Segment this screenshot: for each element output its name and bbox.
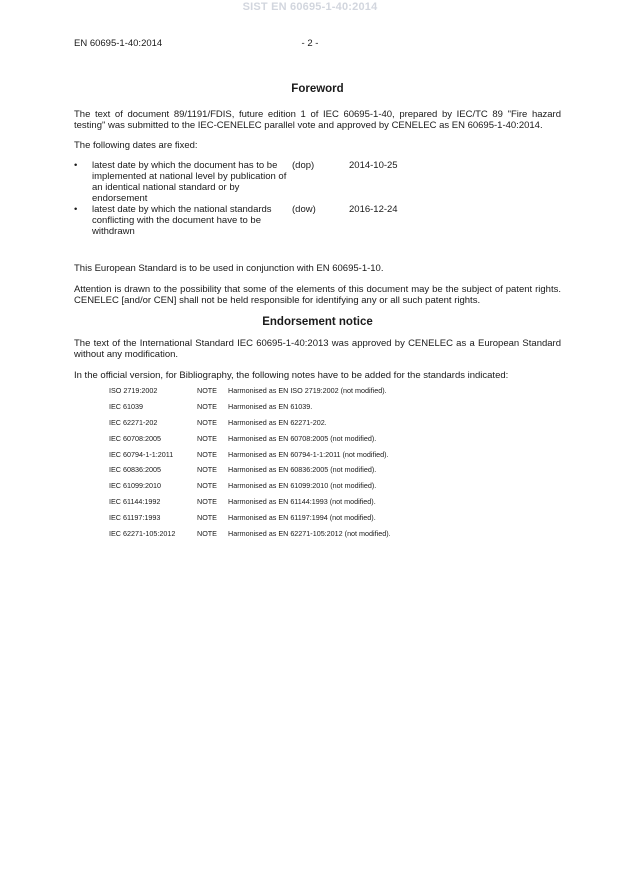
- note-text: Harmonised as EN ISO 2719:2002 (not modified).: [228, 386, 387, 395]
- bibliography-intro: In the official version, for Bibliography, the following notes have to be added for the standards indicated:: [74, 370, 509, 381]
- note-standard: IEC 60836:2005: [109, 465, 161, 475]
- note-label: NOTE: [197, 401, 217, 411]
- note-label: NOTE: [197, 529, 217, 539]
- note-text: Harmonised as EN 61039.: [228, 401, 313, 411]
- document-id: EN 60695-1-40:2014: [74, 38, 163, 49]
- bullet: •: [74, 204, 78, 215]
- dates-intro: The following dates are fixed:: [74, 140, 198, 151]
- conjunction-text: This European Standard is to be used in conjunction with EN 60695-1-10.: [74, 263, 384, 274]
- date-value: 2014-10-25: [349, 160, 398, 171]
- note-row: [109, 449, 561, 465]
- date-description: latest date by which the document has to be implemented at national level by publication of an identical national standard or by endorsement: [92, 160, 287, 204]
- page-number: - 2 -: [301, 38, 319, 49]
- note-label: NOTE: [197, 465, 217, 475]
- note-text: Harmonised as EN 60836:2005 (not modified).: [228, 465, 377, 475]
- note-label: NOTE: [197, 481, 217, 491]
- note-row: [109, 433, 561, 449]
- note-text: Harmonised as EN 61144:1993 (not modified).: [228, 497, 376, 507]
- watermark: SIST EN 60695-1-40:2014: [242, 1, 378, 13]
- note-row: [109, 464, 561, 480]
- foreword-intro: The text of document 89/1191/FDIS, future edition 1 of IEC 60695-1-40, prepared by IEC/TC 89 "Fire hazard testing" was submitted to the IEC-CENELEC parallel vote and approved by CENELEC as EN 60695-1-40:2014.: [74, 109, 561, 131]
- note-label: NOTE: [197, 449, 217, 459]
- note-text: Harmonised as EN 61099:2010 (not modified).: [228, 481, 377, 491]
- endorsement-text: The text of the International Standard IEC 60695-1-40:2013 was approved by CENELEC as a European Standard without any modification.: [74, 338, 561, 360]
- note-standard: IEC 62271-105:2012: [109, 529, 176, 539]
- dates-list: [74, 160, 561, 237]
- note-standard: IEC 61144:1992: [109, 497, 161, 507]
- note-row: [109, 417, 561, 433]
- bullet: •: [74, 160, 78, 171]
- note-text: Harmonised as EN 62271-105:2012 (not modified).: [228, 529, 391, 539]
- note-row: [109, 528, 561, 544]
- bibliography-notes: [109, 385, 561, 544]
- note-label: NOTE: [197, 497, 217, 507]
- note-text: Harmonised as EN 60794-1-1:2011 (not modified).: [228, 449, 389, 459]
- note-label: NOTE: [197, 417, 217, 427]
- note-text: Harmonised as EN 62271-202.: [228, 417, 327, 427]
- note-label: NOTE: [197, 513, 217, 523]
- patent-notice: Attention is drawn to the possibility that some of the elements of this document may be the subject of patent rights. CENELEC [and/or CEN] shall not be held responsible for identifying any or all such patent rights.: [74, 284, 561, 306]
- note-text: Harmonised as EN 61197:1994 (not modified).: [228, 513, 376, 523]
- note-row: [109, 480, 561, 496]
- note-standard: IEC 60708:2005: [109, 433, 161, 443]
- endorsement-title: Endorsement notice: [262, 316, 373, 328]
- date-value: 2016-12-24: [349, 204, 398, 215]
- date-code: (dop): [292, 160, 315, 171]
- note-text: Harmonised as EN 60708:2005 (not modified).: [228, 433, 377, 443]
- note-label: NOTE: [197, 386, 217, 395]
- note-standard: IEC 61039: [109, 401, 143, 411]
- note-row: [109, 385, 561, 401]
- note-standard: ISO 2719:2002: [109, 386, 158, 395]
- note-standard: IEC 61197:1993: [109, 513, 161, 523]
- note-row: [109, 496, 561, 512]
- date-description: latest date by which the national standards conflicting with the document have to be withdrawn: [92, 204, 272, 237]
- note-standard: IEC 61099:2010: [109, 481, 161, 491]
- date-item-dow: [74, 204, 561, 237]
- date-code: (dow): [292, 204, 316, 215]
- note-label: NOTE: [197, 433, 217, 443]
- note-row: [109, 512, 561, 528]
- foreword-title: Foreword: [291, 83, 344, 95]
- date-item-dop: [74, 160, 561, 204]
- note-row: [109, 401, 561, 417]
- page-content: [74, 82, 561, 544]
- note-standard: IEC 60794-1-1:2011: [109, 449, 174, 459]
- note-standard: IEC 62271-202: [109, 417, 158, 427]
